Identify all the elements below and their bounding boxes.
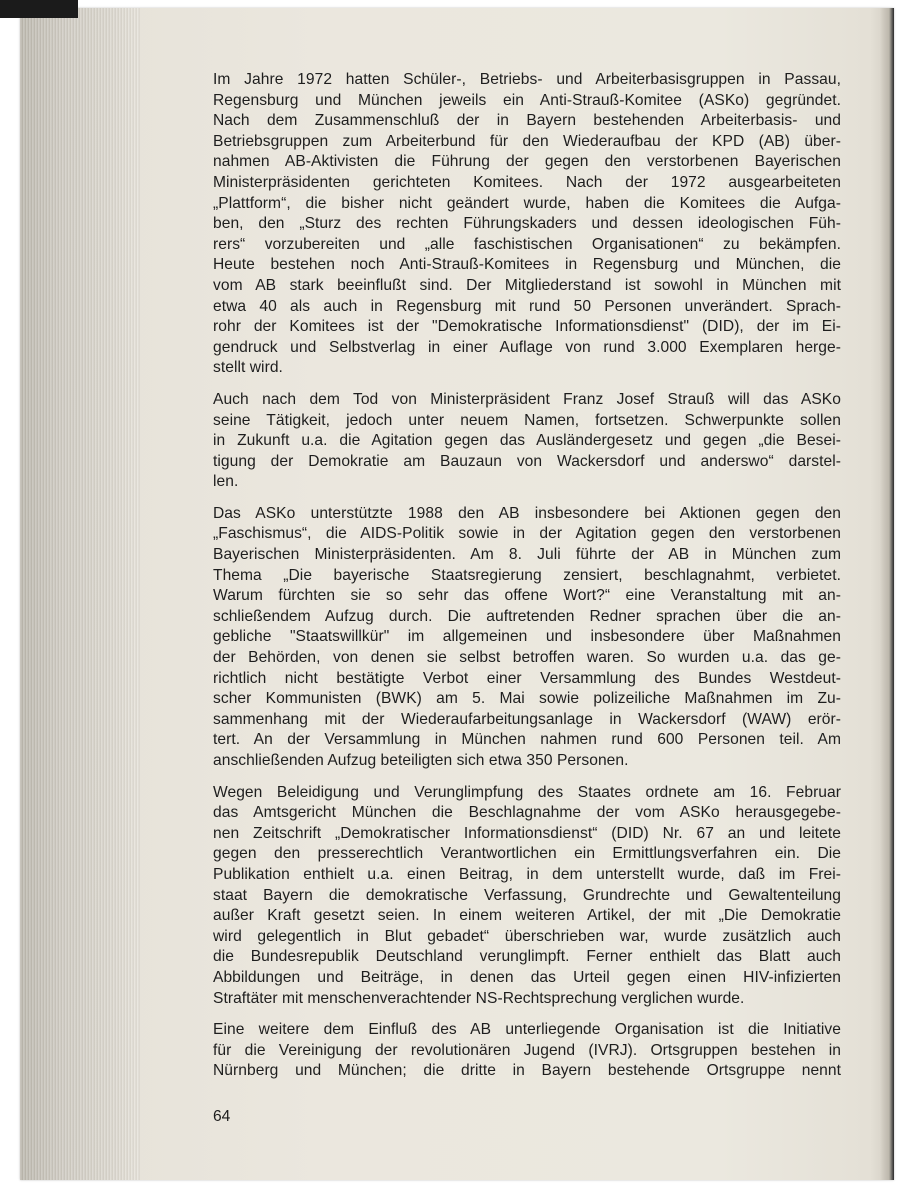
paragraph-ivrj — [213, 1020, 841, 1082]
text-line: rers“ vorzubereiten und „alle faschistischen Organisationen“ zu bekämpfen. — [213, 235, 841, 253]
text-line: richtlich nicht bestätigte Verbot einer Versammlung des Bundes Westdeut- — [213, 669, 841, 687]
text-line: wird gelegentlich in Blut gebadet“ überschrieben war, wurde zusätzlich auch — [213, 927, 841, 945]
text-line: gegen den presserechtlich Verantwortlichen ein Ermittlungsverfahren ein. Die — [213, 845, 841, 863]
paragraph-asko-future — [213, 390, 841, 493]
text-line: tert. An der Versammlung in München nahmen rund 600 Personen teil. Am — [213, 731, 841, 749]
scan-corner-shadow — [0, 0, 78, 18]
text-line: „Faschismus“, die AIDS-Politik sowie in der Agitation gegen den verstorbenen — [213, 525, 841, 543]
text-line: sammenhang mit der Wiederaufarbeitungsanlage in Wackersdorf (WAW) erör- — [213, 710, 841, 728]
text-line: die Bundesrepublik Deutschland verunglimpft. Ferner enthielt das Blatt auch — [213, 948, 841, 966]
text-line: „Plattform“, die bisher nicht geändert wurde, haben die Komitees die Aufga- — [213, 194, 841, 212]
text-line: in Zukunft u.a. die Agitation gegen das Ausländergesetz und gegen „die Besei- — [213, 432, 841, 450]
text-line: Publikation enthielt u.a. einen Beitrag, in dem unterstellt wurde, daß im Frei- — [213, 865, 841, 883]
text-line: Regensburg und München jeweils ein Anti-Strauß-Komitee (ASKo) gegründet. — [213, 91, 841, 109]
text-line: Das ASKo unterstützte 1988 den AB insbesondere bei Aktionen gegen den — [213, 504, 841, 522]
text-line: Warum fürchten sie so sehr das offene Wort?“ eine Veranstaltung mit an- — [213, 587, 841, 605]
text-line: Heute bestehen noch Anti-Strauß-Komitees in Regensburg und München, die — [213, 256, 841, 274]
text-line: rohr der Komitees ist der "Demokratische Informationsdienst" (DID), der im Ei- — [213, 318, 841, 336]
paragraph-asko-1988 — [213, 504, 841, 772]
text-line: der Behörden, von denen sie selbst betroffen waren. So wurden u.a. das ge- — [213, 649, 841, 667]
text-line: seine Tätigkeit, jedoch unter neuem Namen, fortsetzen. Schwerpunkte sollen — [213, 411, 841, 429]
text-line: schließendem Aufzug durch. Die auftretenden Redner sprachen über die an- — [213, 607, 841, 625]
page-right-edge — [880, 8, 894, 1180]
text-line: Straftäter mit menschenverachtender NS-Rechtsprechung verglichen wurde. — [213, 989, 745, 1007]
text-line: etwa 40 als auch in Regensburg mit rund 50 Personen unverändert. Sprach- — [213, 297, 841, 315]
text-line: staat Bayern die demokratische Verfassung, Grundrechte und Gewaltenteilung — [213, 886, 841, 904]
text-line: stellt wird. — [213, 359, 283, 377]
text-line: Betriebsgruppen zum Arbeiterbund für den Wiederaufbau der KPD (AB) über- — [213, 132, 841, 150]
page-number: 64 — [213, 1108, 231, 1125]
paragraph-asko-founding — [213, 70, 841, 379]
text-line: Im Jahre 1972 hatten Schüler-, Betriebs- und Arbeiterbasisgruppen in Passau, — [213, 71, 841, 88]
text-line: ben, den „Sturz des rechten Führungskaders und dessen ideologischen Füh- — [213, 215, 841, 233]
text-line: gebliche "Staatswillkür" im allgemeinen und insbesondere über Maßnahmen — [213, 628, 841, 646]
text-line: gendruck und Selbstverlag in einer Auflage von rund 3.000 Exemplaren herge- — [213, 338, 841, 356]
body-text — [213, 70, 841, 1093]
text-line: Ministerpräsidenten gerichteten Komitees. Nach der 1972 ausgearbeiteten — [213, 173, 841, 191]
text-line: Bayerischen Ministerpräsidenten. Am 8. Juli führte der AB in München zum — [213, 546, 841, 564]
text-line: len. — [213, 473, 239, 491]
text-line: Abbildungen und Beiträge, in denen das Urteil gegen einen HIV-infizierten — [213, 968, 841, 986]
text-line: scher Kommunisten (BWK) am 5. Mai sowie polizeiliche Maßnahmen im Zu- — [213, 690, 841, 708]
page-binding-edge — [20, 8, 140, 1180]
text-line: Nürnberg und München; die dritte in Bayern bestehende Ortsgruppe nennt — [213, 1062, 841, 1080]
text-line: das Amtsgericht München die Beschlagnahme der vom ASKo herausgegebe- — [213, 804, 841, 822]
text-line: für die Vereinigung der revolutionären Jugend (IVRJ). Ortsgruppen bestehen in — [213, 1041, 841, 1059]
text-line: außer Kraft gesetzt seien. In einem weiteren Artikel, der mit „Die Demokratie — [213, 907, 841, 925]
text-line: vom AB stark beeinflußt sind. Der Mitgliederstand ist sowohl in München mit — [213, 276, 841, 294]
text-line: nahmen AB-Aktivisten die Führung der gegen den verstorbenen Bayerischen — [213, 153, 841, 171]
text-line: Nach dem Zusammenschluß der in Bayern bestehenden Arbeiterbasis- und — [213, 112, 841, 130]
text-line: Auch nach dem Tod von Ministerpräsident Franz Josef Strauß will das ASKo — [213, 390, 841, 408]
text-line: Eine weitere dem Einfluß des AB unterliegende Organisation ist die Initiative — [213, 1021, 841, 1039]
text-line: Thema „Die bayerische Staatsregierung zensiert, beschlagnahmt, verbietet. — [213, 566, 841, 584]
paragraph-did-seizure — [213, 783, 841, 1010]
text-line: anschließenden Aufzug beteiligten sich etwa 350 Personen. — [213, 752, 629, 769]
text-line: tigung der Demokratie am Bauzaun von Wackersdorf und anderswo“ darstel- — [213, 452, 841, 470]
text-line: nen Zeitschrift „Demokratischer Informationsdienst“ (DID) Nr. 67 an und leitete — [213, 824, 841, 842]
text-line: Wegen Beleidigung und Verunglimpfung des Staates ordnete am 16. Februar — [213, 783, 841, 801]
